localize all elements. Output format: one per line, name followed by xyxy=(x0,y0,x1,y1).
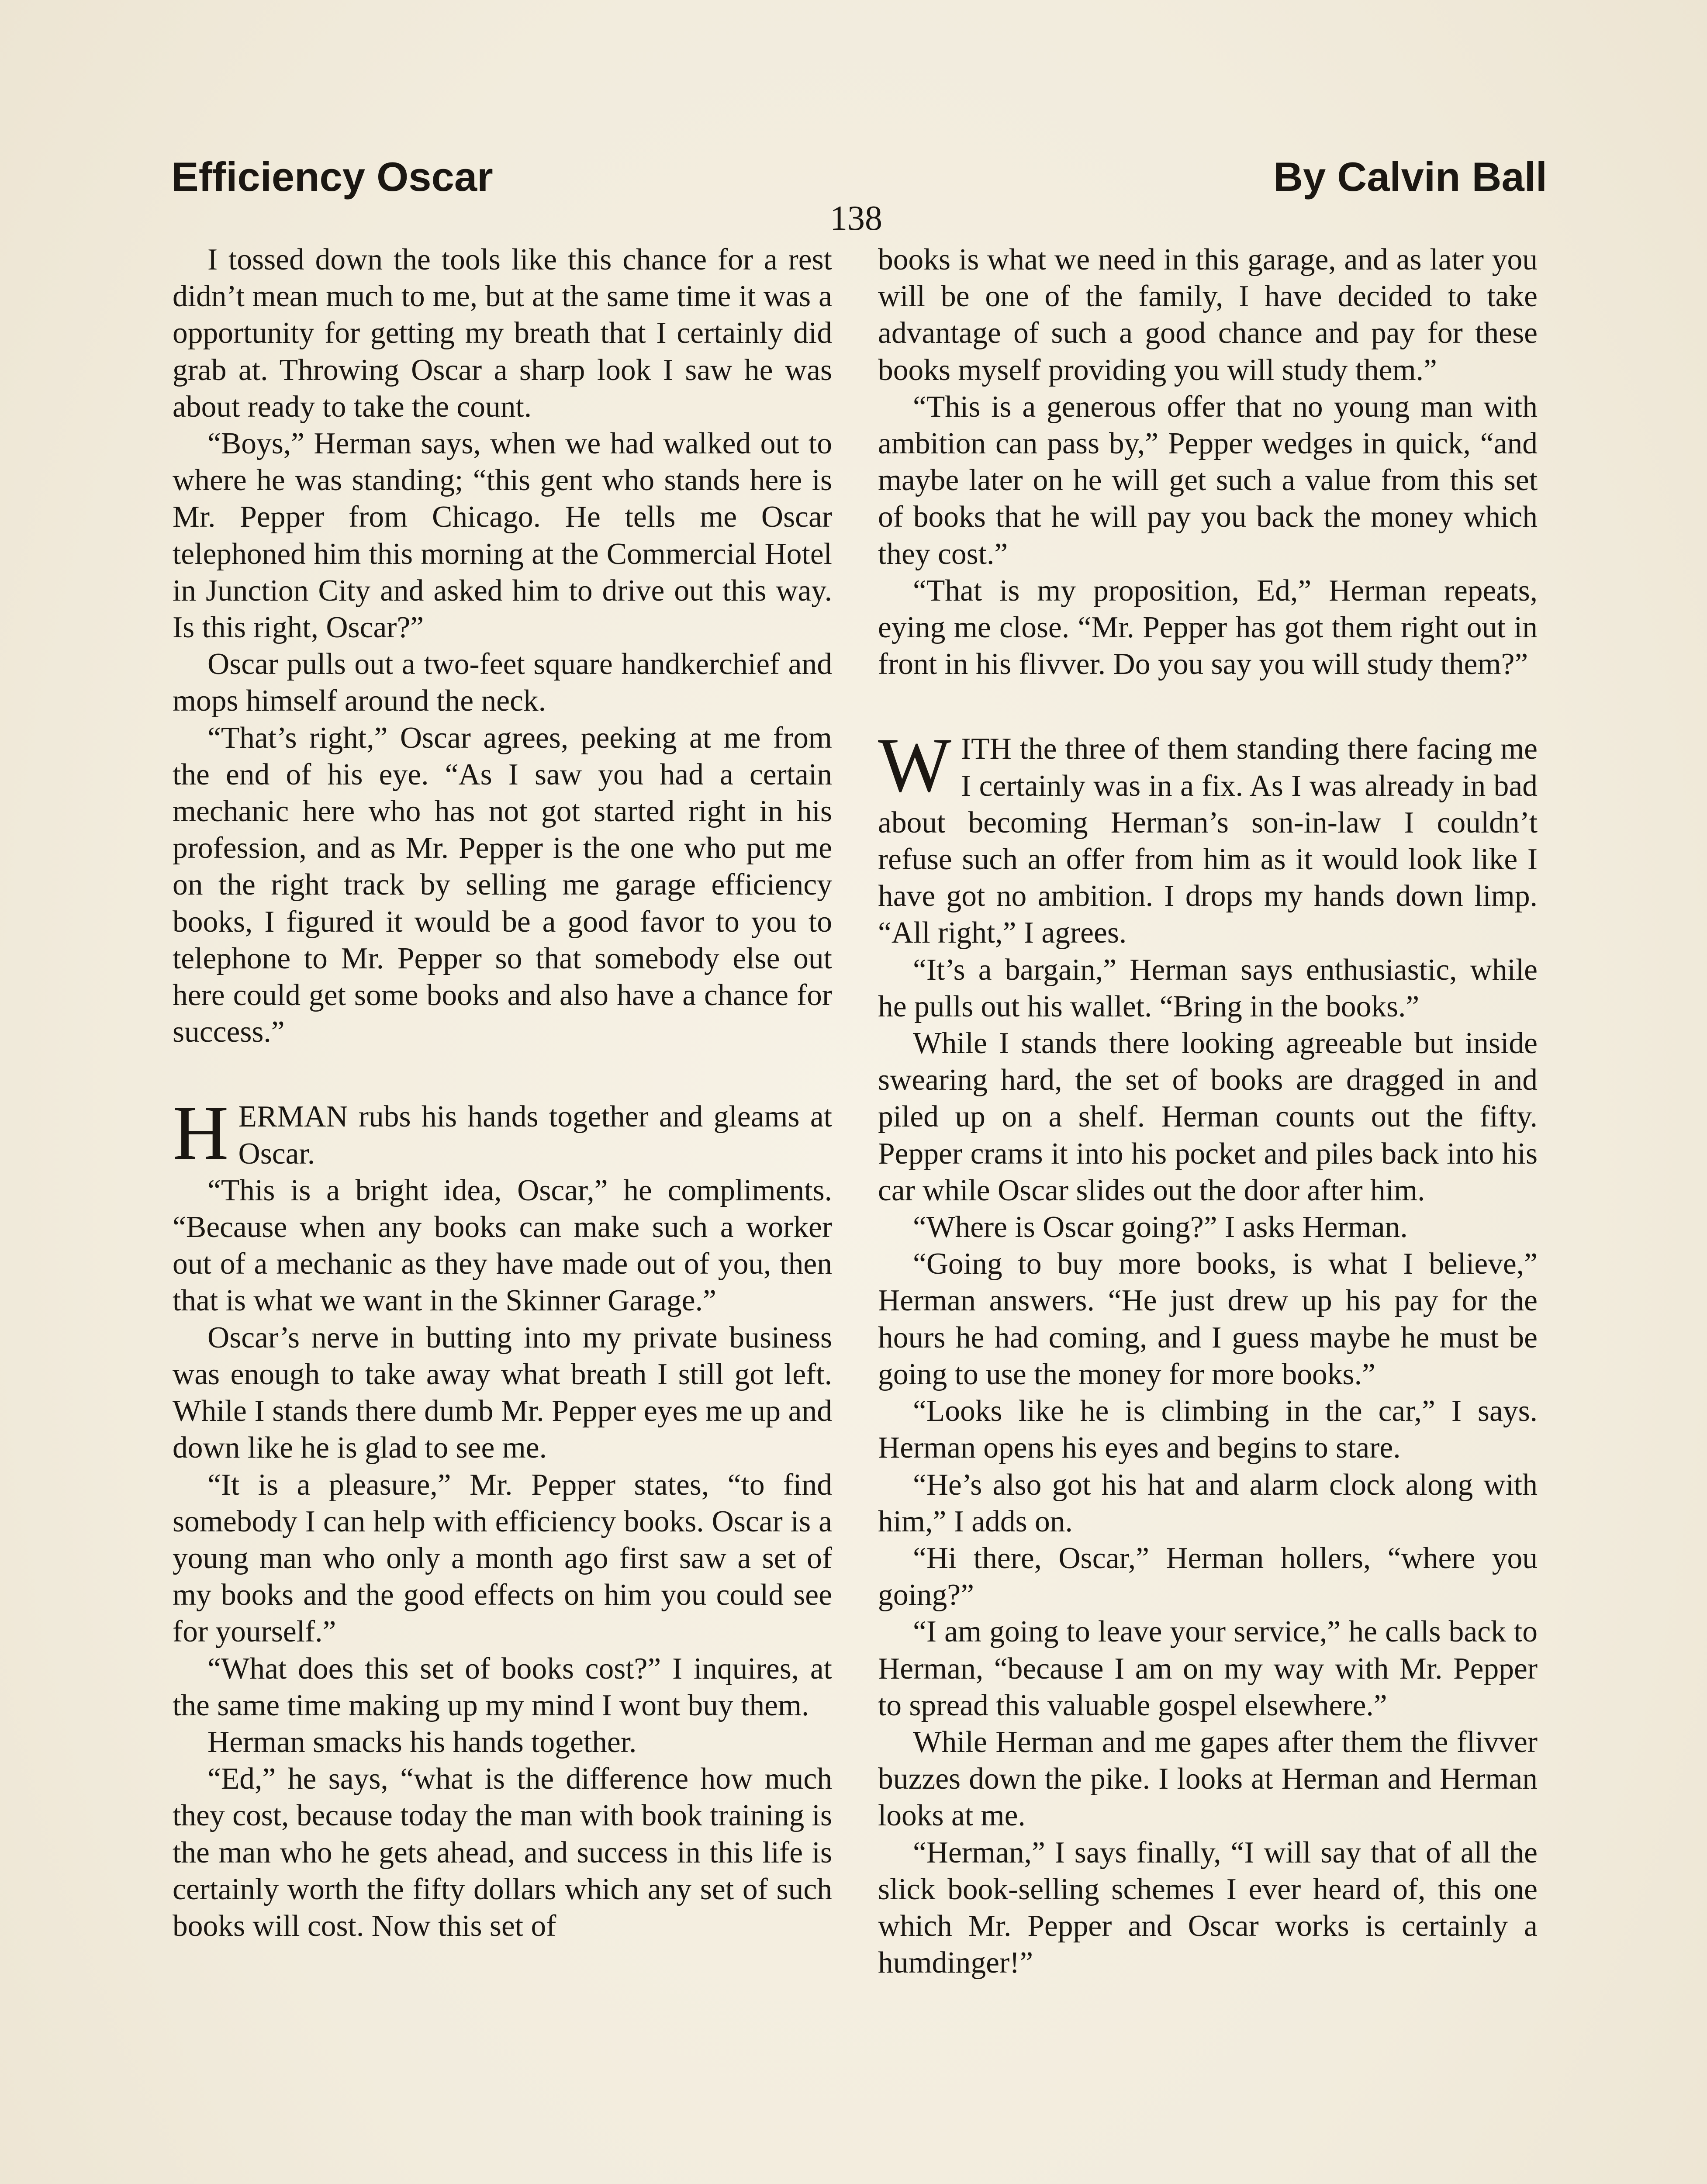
paragraph: “Herman,” I says finally, “I will say that of all the slick book-selling schemes I ever heard of, this one which Mr. Pepper and Oscar works is certainly a humdinger!” xyxy=(878,1835,1538,1980)
paragraph: “That’s right,” Oscar agrees, peeking at me from the end of his eye. “As I saw you had a certain mechanic here who has not got started right in his profession, and as Mr. Pepper is the one who put me on the right track by selling me garage efficiency books, I figured it would be a good favor to you to telephone to Mr. Pepper so that somebody else out here could get some books and also have a chance for success.” xyxy=(173,721,832,1049)
paragraph: “Where is Oscar going?” I asks Herman. xyxy=(913,1210,1408,1244)
paragraph: “Ed,” he says, “what is the difference how much they cost, because today the man with book training is the man who he gets ahead, and success in this life is certainly worth the fifty dollars which any set of such books will cost. Now this set of xyxy=(173,1762,832,1943)
paragraph-continued: books is what we need in this garage, and as later you will be one of the family, I have decided to take advantage of such a good chance and pay for these books myself providing you will study them.” xyxy=(878,243,1538,387)
paragraph: I tossed down the tools like this chance for a rest didn’t mean much to me, but at the same time it was a opportunity for getting my breath that I certainly did grab at. Throwing Oscar a sharp look I saw he was about ready to take the count. xyxy=(173,243,832,424)
drop-cap: H xyxy=(173,1089,229,1176)
paragraph: “It’s a bargain,” Herman says enthusiastic, while he pulls out his wallet. “Bring in the books.” xyxy=(878,953,1538,1023)
paragraph: “Hi there, Oscar,” Herman hollers, “where you going?” xyxy=(878,1541,1538,1612)
paragraph: “Boys,” Herman says, when we had walked out to where he was standing; “this gent who stands here is Mr. Pepper from Chicago. He tells me Oscar telephoned him this morning at the Commercial Hotel in Junction City and asked him to drive out this way. Is this right, Oscar?” xyxy=(173,427,832,645)
section-break xyxy=(878,683,1538,731)
section-opening-text: ITH the three of them standing there facing me I certainly was in a fix. As I was already in bad about becoming Herman’s son-in-law I couldn’t refuse such an offer from him as it would look like I have got no ambition. I drops my hands down limp. “All right,” I agrees. xyxy=(878,732,1538,950)
paragraph: “I am going to leave your service,” he calls back to Herman, “because I am on my way with Mr. Pepper to spread this valuable gospel elsewhere.” xyxy=(878,1615,1538,1722)
page-number: 138 xyxy=(830,199,882,238)
paragraph: “It is a pleasure,” Mr. Pepper states, “to find somebody I can help with efficiency books. Oscar is a young man who only a month ago first saw a set of my books and the good effects on him you could see for yourself.” xyxy=(173,1468,832,1649)
paragraph: While Herman and me gapes after them the flivver buzzes down the pike. I looks at Herman and Herman looks at me. xyxy=(878,1725,1538,1833)
paragraph: Herman smacks his hands together. xyxy=(207,1725,637,1759)
story-title: Efficiency Oscar xyxy=(171,154,493,200)
section-opening-paragraph xyxy=(173,1089,832,1176)
section-opening-paragraph xyxy=(878,722,1538,951)
paragraph: “Looks like he is climbing in the car,” I says. Herman opens his eyes and begins to stare. xyxy=(878,1394,1538,1465)
byline: By Calvin Ball xyxy=(1273,154,1547,200)
drop-cap: W xyxy=(878,722,952,809)
paragraph: While I stands there looking agreeable but inside swearing hard, the set of books are dragged in and piled up on a shelf. Herman counts out the fifty. Pepper crams it into his pocket and piles back into his car while Oscar slides out the door after him. xyxy=(878,1026,1538,1207)
paragraph: “He’s also got his hat and alarm clock along with him,” I adds on. xyxy=(878,1468,1538,1538)
paragraph: “What does this set of books cost?” I inquires, at the same time making up my mind I wont buy them. xyxy=(173,1652,832,1722)
section-opening-text: ERMAN rubs his hands together and gleams at Oscar. xyxy=(238,1100,832,1171)
paragraph: Oscar’s nerve in butting into my private business was enough to take away what breath I still got left. While I stands there dumb Mr. Pepper eyes me up and down like he is glad to see me. xyxy=(173,1320,832,1465)
paragraph: Oscar pulls out a two-feet square handkerchief and mops himself around the neck. xyxy=(173,647,832,718)
section-break xyxy=(173,1051,832,1099)
paragraph: “This is a bright idea, Oscar,” he compliments. “Because when any books can make such a worker out of a mechanic as they have made out of you, then that is what we want in the Skinner Garage.” xyxy=(173,1173,832,1318)
paragraph: “Going to buy more books, is what I believe,” Herman answers. “He just drew up his pay for the hours he had coming, and I guess maybe he must be going to use the money for more books.” xyxy=(878,1247,1538,1391)
text-column-right xyxy=(878,242,1538,1981)
text-column-left xyxy=(173,242,832,1945)
paragraph: “That is my proposition, Ed,” Herman repeats, eying me close. “Mr. Pepper has got them right out in front in his flivver. Do you say you will study them?” xyxy=(878,574,1538,681)
paragraph: “This is a generous offer that no young man with ambition can pass by,” Pepper wedges in quick, “and maybe later on he will get such a value from this set of books that he will pay you back the money which they cost.” xyxy=(878,390,1538,571)
